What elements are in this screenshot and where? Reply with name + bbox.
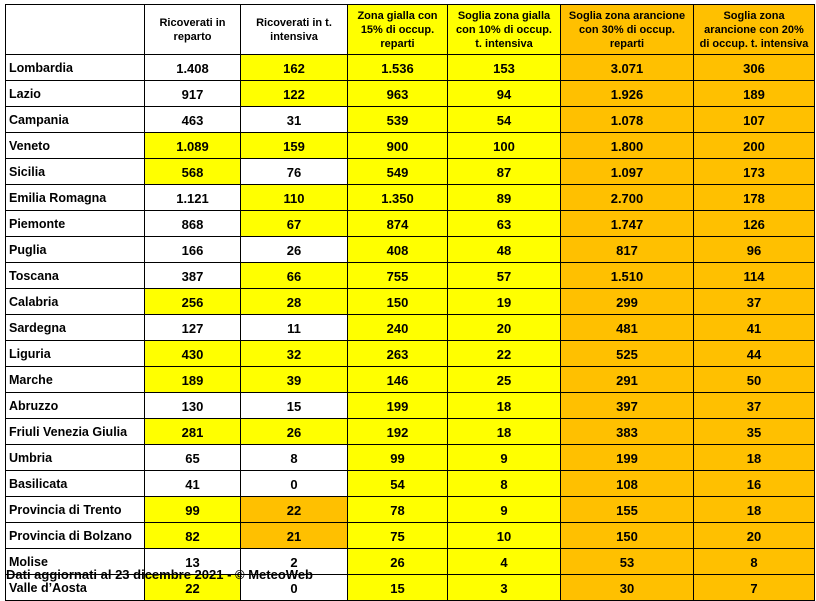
value-cell-ward: 281 [145, 419, 241, 445]
value-cell-orange-ward: 2.700 [561, 185, 694, 211]
value-cell-yellow-ward: 26 [348, 549, 448, 575]
table-row [6, 367, 815, 393]
value-cell-ward: 463 [145, 107, 241, 133]
table-row [6, 211, 815, 237]
value-cell-orange-ward: 1.800 [561, 133, 694, 159]
value-cell-orange-ward: 525 [561, 341, 694, 367]
value-cell-icu: 39 [241, 367, 348, 393]
value-cell-orange-ward: 1.747 [561, 211, 694, 237]
header-cell-orange-ward: Soglia zona arancione con 30% di occup. reparti [561, 5, 694, 55]
region-name-cell: Sicilia [6, 159, 145, 185]
table-row [6, 471, 815, 497]
value-cell-orange-icu: 306 [694, 55, 815, 81]
region-name-cell: Provincia di Trento [6, 497, 145, 523]
region-name-cell: Provincia di Bolzano [6, 523, 145, 549]
header-cell-yellow-icu: Soglia zona gialla con 10% di occup. t. intensiva [448, 5, 561, 55]
value-cell-orange-ward: 150 [561, 523, 694, 549]
value-cell-icu: 67 [241, 211, 348, 237]
value-cell-icu: 26 [241, 237, 348, 263]
region-name-cell: Calabria [6, 289, 145, 315]
value-cell-yellow-ward: 1.350 [348, 185, 448, 211]
header-cell-icu: Ricoverati in t. intensiva [241, 5, 348, 55]
value-cell-orange-icu: 8 [694, 549, 815, 575]
value-cell-yellow-icu: 10 [448, 523, 561, 549]
value-cell-orange-icu: 16 [694, 471, 815, 497]
value-cell-yellow-ward: 150 [348, 289, 448, 315]
header-cell-yellow-ward: Zona gialla con 15% di occup. reparti [348, 5, 448, 55]
value-cell-orange-ward: 108 [561, 471, 694, 497]
region-name-cell: Basilicata [6, 471, 145, 497]
value-cell-yellow-ward: 549 [348, 159, 448, 185]
region-name-cell: Valle d’Aosta [6, 575, 145, 601]
value-cell-icu: 8 [241, 445, 348, 471]
value-cell-ward: 65 [145, 445, 241, 471]
value-cell-yellow-ward: 963 [348, 81, 448, 107]
value-cell-yellow-icu: 94 [448, 81, 561, 107]
value-cell-yellow-ward: 874 [348, 211, 448, 237]
value-cell-icu: 22 [241, 497, 348, 523]
hospitalization-table [5, 4, 815, 601]
value-cell-yellow-ward: 78 [348, 497, 448, 523]
value-cell-yellow-ward: 54 [348, 471, 448, 497]
value-cell-orange-icu: 7 [694, 575, 815, 601]
value-cell-yellow-ward: 15 [348, 575, 448, 601]
value-cell-orange-ward: 397 [561, 393, 694, 419]
table-row [6, 263, 815, 289]
value-cell-icu: 28 [241, 289, 348, 315]
value-cell-ward: 130 [145, 393, 241, 419]
value-cell-orange-icu: 41 [694, 315, 815, 341]
value-cell-orange-ward: 1.926 [561, 81, 694, 107]
value-cell-orange-ward: 155 [561, 497, 694, 523]
value-cell-orange-icu: 18 [694, 497, 815, 523]
region-name-cell: Campania [6, 107, 145, 133]
value-cell-orange-ward: 1.510 [561, 263, 694, 289]
region-name-cell: Umbria [6, 445, 145, 471]
region-name-cell: Veneto [6, 133, 145, 159]
value-cell-yellow-icu: 3 [448, 575, 561, 601]
value-cell-icu: 162 [241, 55, 348, 81]
value-cell-orange-icu: 189 [694, 81, 815, 107]
value-cell-orange-icu: 50 [694, 367, 815, 393]
value-cell-icu: 122 [241, 81, 348, 107]
region-name-cell: Molise [6, 549, 145, 575]
value-cell-yellow-ward: 192 [348, 419, 448, 445]
region-name-cell: Lombardia [6, 55, 145, 81]
value-cell-icu: 76 [241, 159, 348, 185]
value-cell-orange-icu: 107 [694, 107, 815, 133]
value-cell-ward: 1.121 [145, 185, 241, 211]
value-cell-orange-ward: 817 [561, 237, 694, 263]
value-cell-ward: 166 [145, 237, 241, 263]
value-cell-yellow-ward: 199 [348, 393, 448, 419]
table-row [6, 55, 815, 81]
value-cell-ward: 1.408 [145, 55, 241, 81]
value-cell-orange-icu: 37 [694, 393, 815, 419]
value-cell-yellow-icu: 48 [448, 237, 561, 263]
value-cell-ward: 430 [145, 341, 241, 367]
value-cell-icu: 21 [241, 523, 348, 549]
table-row [6, 107, 815, 133]
value-cell-yellow-icu: 25 [448, 367, 561, 393]
value-cell-orange-ward: 481 [561, 315, 694, 341]
value-cell-orange-icu: 20 [694, 523, 815, 549]
region-name-cell: Friuli Venezia Giulia [6, 419, 145, 445]
table-row [6, 315, 815, 341]
value-cell-yellow-icu: 22 [448, 341, 561, 367]
value-cell-icu: 110 [241, 185, 348, 211]
value-cell-ward: 868 [145, 211, 241, 237]
value-cell-yellow-ward: 263 [348, 341, 448, 367]
value-cell-orange-icu: 114 [694, 263, 815, 289]
value-cell-orange-icu: 96 [694, 237, 815, 263]
value-cell-yellow-icu: 57 [448, 263, 561, 289]
table-row [6, 133, 815, 159]
value-cell-yellow-icu: 54 [448, 107, 561, 133]
value-cell-orange-icu: 173 [694, 159, 815, 185]
header-row [6, 5, 815, 55]
header-cell-region [6, 5, 145, 55]
value-cell-icu: 11 [241, 315, 348, 341]
table-row [6, 289, 815, 315]
value-cell-icu: 2 [241, 549, 348, 575]
value-cell-yellow-icu: 8 [448, 471, 561, 497]
value-cell-ward: 127 [145, 315, 241, 341]
value-cell-orange-ward: 30 [561, 575, 694, 601]
value-cell-ward: 99 [145, 497, 241, 523]
value-cell-yellow-icu: 9 [448, 445, 561, 471]
value-cell-yellow-icu: 9 [448, 497, 561, 523]
value-cell-orange-ward: 299 [561, 289, 694, 315]
table-row [6, 445, 815, 471]
value-cell-orange-ward: 383 [561, 419, 694, 445]
region-name-cell: Toscana [6, 263, 145, 289]
table-row [6, 523, 815, 549]
value-cell-yellow-ward: 240 [348, 315, 448, 341]
value-cell-icu: 0 [241, 575, 348, 601]
table-body [6, 55, 815, 601]
value-cell-yellow-ward: 1.536 [348, 55, 448, 81]
value-cell-orange-ward: 53 [561, 549, 694, 575]
value-cell-yellow-icu: 20 [448, 315, 561, 341]
value-cell-yellow-ward: 146 [348, 367, 448, 393]
table-row [6, 393, 815, 419]
value-cell-icu: 31 [241, 107, 348, 133]
value-cell-yellow-icu: 153 [448, 55, 561, 81]
value-cell-ward: 256 [145, 289, 241, 315]
value-cell-ward: 189 [145, 367, 241, 393]
region-name-cell: Sardegna [6, 315, 145, 341]
value-cell-yellow-ward: 99 [348, 445, 448, 471]
value-cell-yellow-icu: 19 [448, 289, 561, 315]
value-cell-yellow-ward: 539 [348, 107, 448, 133]
value-cell-ward: 82 [145, 523, 241, 549]
value-cell-ward: 1.089 [145, 133, 241, 159]
value-cell-orange-icu: 200 [694, 133, 815, 159]
value-cell-yellow-ward: 408 [348, 237, 448, 263]
value-cell-orange-icu: 126 [694, 211, 815, 237]
table-row [6, 185, 815, 211]
value-cell-icu: 66 [241, 263, 348, 289]
region-name-cell: Emilia Romagna [6, 185, 145, 211]
value-cell-icu: 159 [241, 133, 348, 159]
table-row [6, 341, 815, 367]
table-row [6, 159, 815, 185]
value-cell-ward: 917 [145, 81, 241, 107]
header-cell-ward: Ricoverati in reparto [145, 5, 241, 55]
value-cell-yellow-icu: 18 [448, 393, 561, 419]
value-cell-icu: 15 [241, 393, 348, 419]
table-row [6, 81, 815, 107]
value-cell-orange-ward: 1.097 [561, 159, 694, 185]
value-cell-orange-ward: 1.078 [561, 107, 694, 133]
value-cell-icu: 32 [241, 341, 348, 367]
value-cell-yellow-icu: 63 [448, 211, 561, 237]
value-cell-yellow-icu: 18 [448, 419, 561, 445]
region-name-cell: Liguria [6, 341, 145, 367]
table-row [6, 497, 815, 523]
value-cell-icu: 26 [241, 419, 348, 445]
value-cell-orange-icu: 37 [694, 289, 815, 315]
value-cell-orange-icu: 178 [694, 185, 815, 211]
region-name-cell: Abruzzo [6, 393, 145, 419]
value-cell-yellow-icu: 87 [448, 159, 561, 185]
region-name-cell: Marche [6, 367, 145, 393]
value-cell-yellow-ward: 755 [348, 263, 448, 289]
value-cell-yellow-icu: 100 [448, 133, 561, 159]
value-cell-ward: 13 [145, 549, 241, 575]
value-cell-orange-ward: 199 [561, 445, 694, 471]
value-cell-orange-ward: 3.071 [561, 55, 694, 81]
header-cell-orange-icu: Soglia zona arancione con 20% di occup. t. intensiva [694, 5, 815, 55]
value-cell-yellow-icu: 4 [448, 549, 561, 575]
value-cell-yellow-ward: 900 [348, 133, 448, 159]
value-cell-orange-ward: 291 [561, 367, 694, 393]
region-name-cell: Puglia [6, 237, 145, 263]
value-cell-icu: 0 [241, 471, 348, 497]
value-cell-yellow-ward: 75 [348, 523, 448, 549]
value-cell-orange-icu: 35 [694, 419, 815, 445]
value-cell-orange-icu: 44 [694, 341, 815, 367]
value-cell-ward: 22 [145, 575, 241, 601]
value-cell-ward: 568 [145, 159, 241, 185]
table-row [6, 237, 815, 263]
value-cell-ward: 387 [145, 263, 241, 289]
footer-note: Dati aggiornati al 23 dicembre 2021 - © MeteoWeb [6, 567, 313, 582]
value-cell-yellow-icu: 89 [448, 185, 561, 211]
value-cell-orange-icu: 18 [694, 445, 815, 471]
value-cell-ward: 41 [145, 471, 241, 497]
table-row [6, 419, 815, 445]
region-name-cell: Piemonte [6, 211, 145, 237]
region-name-cell: Lazio [6, 81, 145, 107]
